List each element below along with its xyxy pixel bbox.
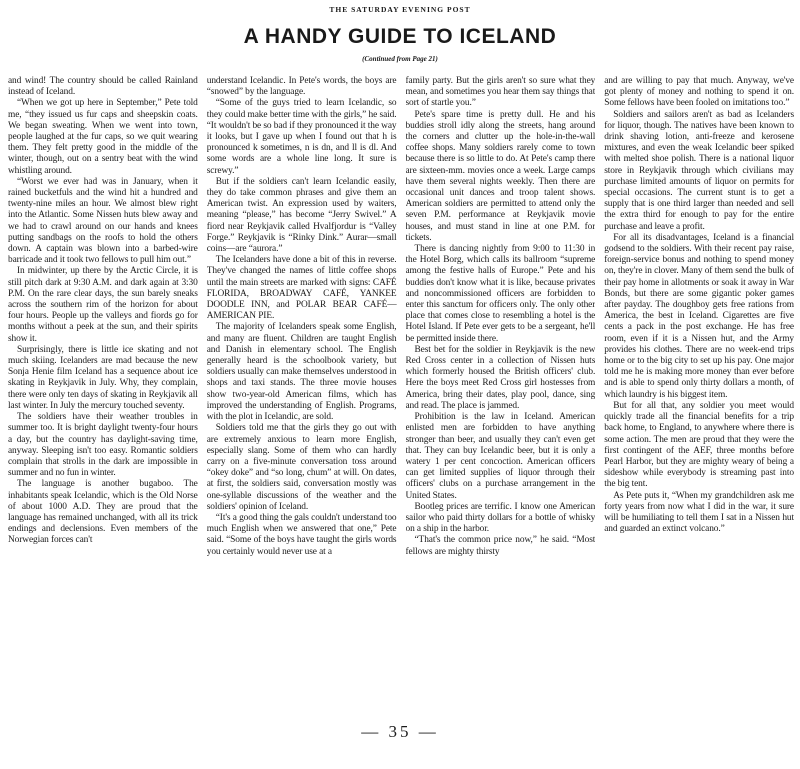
continued-note: (Continued from Page 21) xyxy=(362,55,438,63)
column-4 xyxy=(604,76,794,716)
paragraph: But if the soldiers can't learn Icelandic easily, they do take common phrases and give them an American twist. An expression used by waiters, meaning “please,” has become “Jerry Swivel.” A fiord near Reykjavik called Hvalfjordur is “Valley Forge.” Reykjavik is “Rinky Dink.” Aurar—small coins—are “aurora.” xyxy=(206,176,397,255)
paragraph: Soldiers told me that the girls they go out with are extremely anxious to learn more English, especially slang. Some of them who can hardly carry on a five-minute conversation toss around “okey doke” and “so long, chum” at will. On dates, at first, the soldiers said, conversation mostly was one-syllable discussions of the weather and the soldiers' opinion of Iceland. xyxy=(206,423,397,512)
paragraph: “It's a good thing the gals couldn't understand too much English when we answered that one,” Pete said. “Some of the boys have taught the girls words you certainly would never use at a xyxy=(206,512,397,557)
paragraph: “Worst we ever had was in January, when it rained bucketfuls and the wind hit a hundred and twenty-nine miles an hour. We almost blew right into the Atlantic. Some Nissen huts blew away and we had to crawl around on our hands and knees putting sandbags on the roofs to hold the others down. A captain was blown into a barbed-wire barricade and it took two fellows to pull him out.” xyxy=(8,176,198,266)
paragraph: The majority of Icelanders speak some English, and many are fluent. Children are taught English and Danish in elementary school. The English generally heard is the schoolbook variety, but soldiers usually can make themselves understood in shops and taxi stands. The three movie houses show two-year-old American films, which has improved the understanding of English. Programs, with the plot in Icelandic, are sold. xyxy=(206,322,397,423)
paragraph: Pete's spare time is pretty dull. He and his buddies stroll idly along the streets, hang around the corners and clutter up the hole-in-the-wall coffee shops. Many soldiers rarely come to town because there is so little to do. At Pete's camp there are sixteen-mm. movies once a week. Large camps have them several nights weekly. Then there are occasional unit dances and troop talent shows. American soldiers are permitted to attend only the seven P.M. performance at Reykjavik movie houses, and must stand in line at one P.M. for tickets. xyxy=(405,109,596,243)
paragraph: As Pete puts it, “When my grandchildren ask me forty years from now what I did in the war, it sure will be humiliating to tell them I sat in a Nissen hut and guarded an extinct volcano.” xyxy=(604,490,794,535)
paragraph: Best bet for the soldier in Reykjavik is the new Red Cross center in a collection of Nissen huts which formerly housed the British officers' club. Here the boys meet Red Cross girl hostesses from America, bring their dates, play pool, dance, sing and read. The place is jammed. xyxy=(405,344,596,411)
article-title: A HANDY GUIDE TO ICELAND xyxy=(243,25,557,48)
column-1 xyxy=(8,76,198,716)
paragraph: But for all that, any soldier you meet would quickly trade all the financial benefits for a trip back home, to England, to anywhere where there is some action. The men are proud that they were the first contingent of the AEF, three months before Pearl Harbor, but they are mighty weary of being a sideshow while everybody is streaming past into the big tent. xyxy=(604,400,794,490)
paragraph: “When we got up here in September,” Pete told me, “they issued us fur caps and sheepskin coats. We began sweating. When we went into town, people laughed at the fur caps, so we quit wearing them. They felt pretty good in the middle of the winter, though, out on a sentry beat with the wind whistling around. xyxy=(8,98,198,176)
article-columns xyxy=(8,76,794,716)
paragraph: “Some of the guys tried to learn Icelandic, so they could make better time with the girls,” he said. “It wouldn't be so bad if they pronounced it the way it looks, but I gave up when I found out that h is pronounced k sometimes, n is dn, and ll is dl. And some words are a whole line long. It sure is screwy.” xyxy=(206,98,397,176)
paragraph: and wind! The country should be called Rainland instead of Iceland. xyxy=(8,76,198,98)
page-number: — 35 — xyxy=(361,722,439,741)
paragraph: Bootleg prices are terrific. I know one American sailor who paid thirty dollars for a bottle of whisky on a ship in the harbor. xyxy=(405,501,596,535)
column-2 xyxy=(207,76,397,716)
magazine-masthead: THE SATURDAY EVENING POST xyxy=(329,5,471,14)
paragraph: Soldiers and sailors aren't as bad as Icelanders for liquor, though. The natives have been known to drink shaving lotion, anti-freeze and kerosene mixtures, and even the weak Icelandic beer spiked with melted shoe polish. There is a national liquor store in Reykjavik through which civilians may purchase limited amounts of liquor on permits for special occasions. The current stunt is to get a supply that is one third larger than needed and sell the extra third for enough to pay for the entire purchase and leave a profit. xyxy=(604,109,794,232)
paragraph: For all its disadvantages, Iceland is a financial godsend to the soldiers. With their recent pay raise, foreign-service bonus and nothing to spend money on, they're in clover. Many of them send the bulk of their pay home in allotments or soak it away in War Bonds, but there are some gigantic poker games after payday. The doughboy gets free rations from America, the best in Iceland. Cigarettes are five cents a pack in the post exchange. He has free room, even if it is a Nissen hut, and the Army provides his clothes. There are no week-end trips home or to the big city to set up his pay. One major told me he is making more money than ever before and is able to spend only thirty dollars a month, of which laundry is his biggest item. xyxy=(604,232,794,400)
paragraph: There is dancing nightly from 9:00 to 11:30 in the Hotel Borg, which calls its ballroom “supreme among the festive halls of Europe.” Pete and his buddies don't know what it is like, because privates and noncommissioned officers are forbidden to enter this sanctum for officers only. The only other place that comes close to resembling a hotel is the Hotel Island. If Pete ever gets to be a sergeant, he'll be permitted inside there. xyxy=(405,244,596,344)
paragraph: The Icelanders have done a bit of this in reverse. They've changed the names of little coffee shops until the main streets are marked with signs: CAFÉ FLORIDA, BROADWAY CAFÉ, YANKEE DOODLE INN, and POLAR BEAR CAFÉ—AMERICAN PIE. xyxy=(206,255,397,322)
column-3 xyxy=(406,76,596,716)
paragraph: understand Icelandic. In Pete's words, the boys are “snowed” by the language. xyxy=(206,76,397,98)
paragraph: “That's the common price now,” he said. “Most fellows are mighty thirsty xyxy=(405,535,596,557)
paragraph: Surprisingly, there is little ice skating and not much skiing. Icelanders are mad because the new Sonja Henie film Iceland has a sequence about ice skating in Reykjavik in July. Why, they complain, there were only ten days of skating in Reykjavik all last winter. In July the mercury touched seventy. xyxy=(8,344,198,411)
paragraph: and are willing to pay that much. Anyway, we've got plenty of money and nothing to spend it on. Some fellows have been fooled on imitations too.” xyxy=(604,76,794,109)
paragraph: The language is another bugaboo. The inhabitants speak Icelandic, which is the Old Norse of about 1000 A.D. They are proud that the language has remained unchanged, with all its trick endings and declensions. Even members of the Norwegian forces can't xyxy=(8,479,198,546)
paragraph: family party. But the girls aren't so sure what they mean, and sometimes you hear them say things that sort of startle you.” xyxy=(405,76,596,109)
paragraph: Prohibition is the law in Iceland. American enlisted men are forbidden to have anything stronger than beer, and usually they can't even get that. They can buy Icelandic beer, but it is only a watery 1 per cent concoction. American officers can get limited supplies of liquor through their officers' clubs on a purchase arrangement in the United States. xyxy=(405,412,596,501)
paragraph: The soldiers have their weather troubles in summer too. It is bright daylight twenty-four hours a day, but the country has daylight-saving time, anyway. Sleeping isn't too easy. Romantic soldiers complain that strolls in the dark are impossible in summer and no fun in winter. xyxy=(8,412,198,479)
paragraph: In midwinter, up there by the Arctic Circle, it is still pitch dark at 9:30 A.M. and dark again at 3:30 P.M. On the rare clear days, the sun barely sneaks across the southern rim of the horizon for about four hours. People up the valleys and fiords go for months without a peek at the sun, and their spirits show it. xyxy=(8,266,198,344)
